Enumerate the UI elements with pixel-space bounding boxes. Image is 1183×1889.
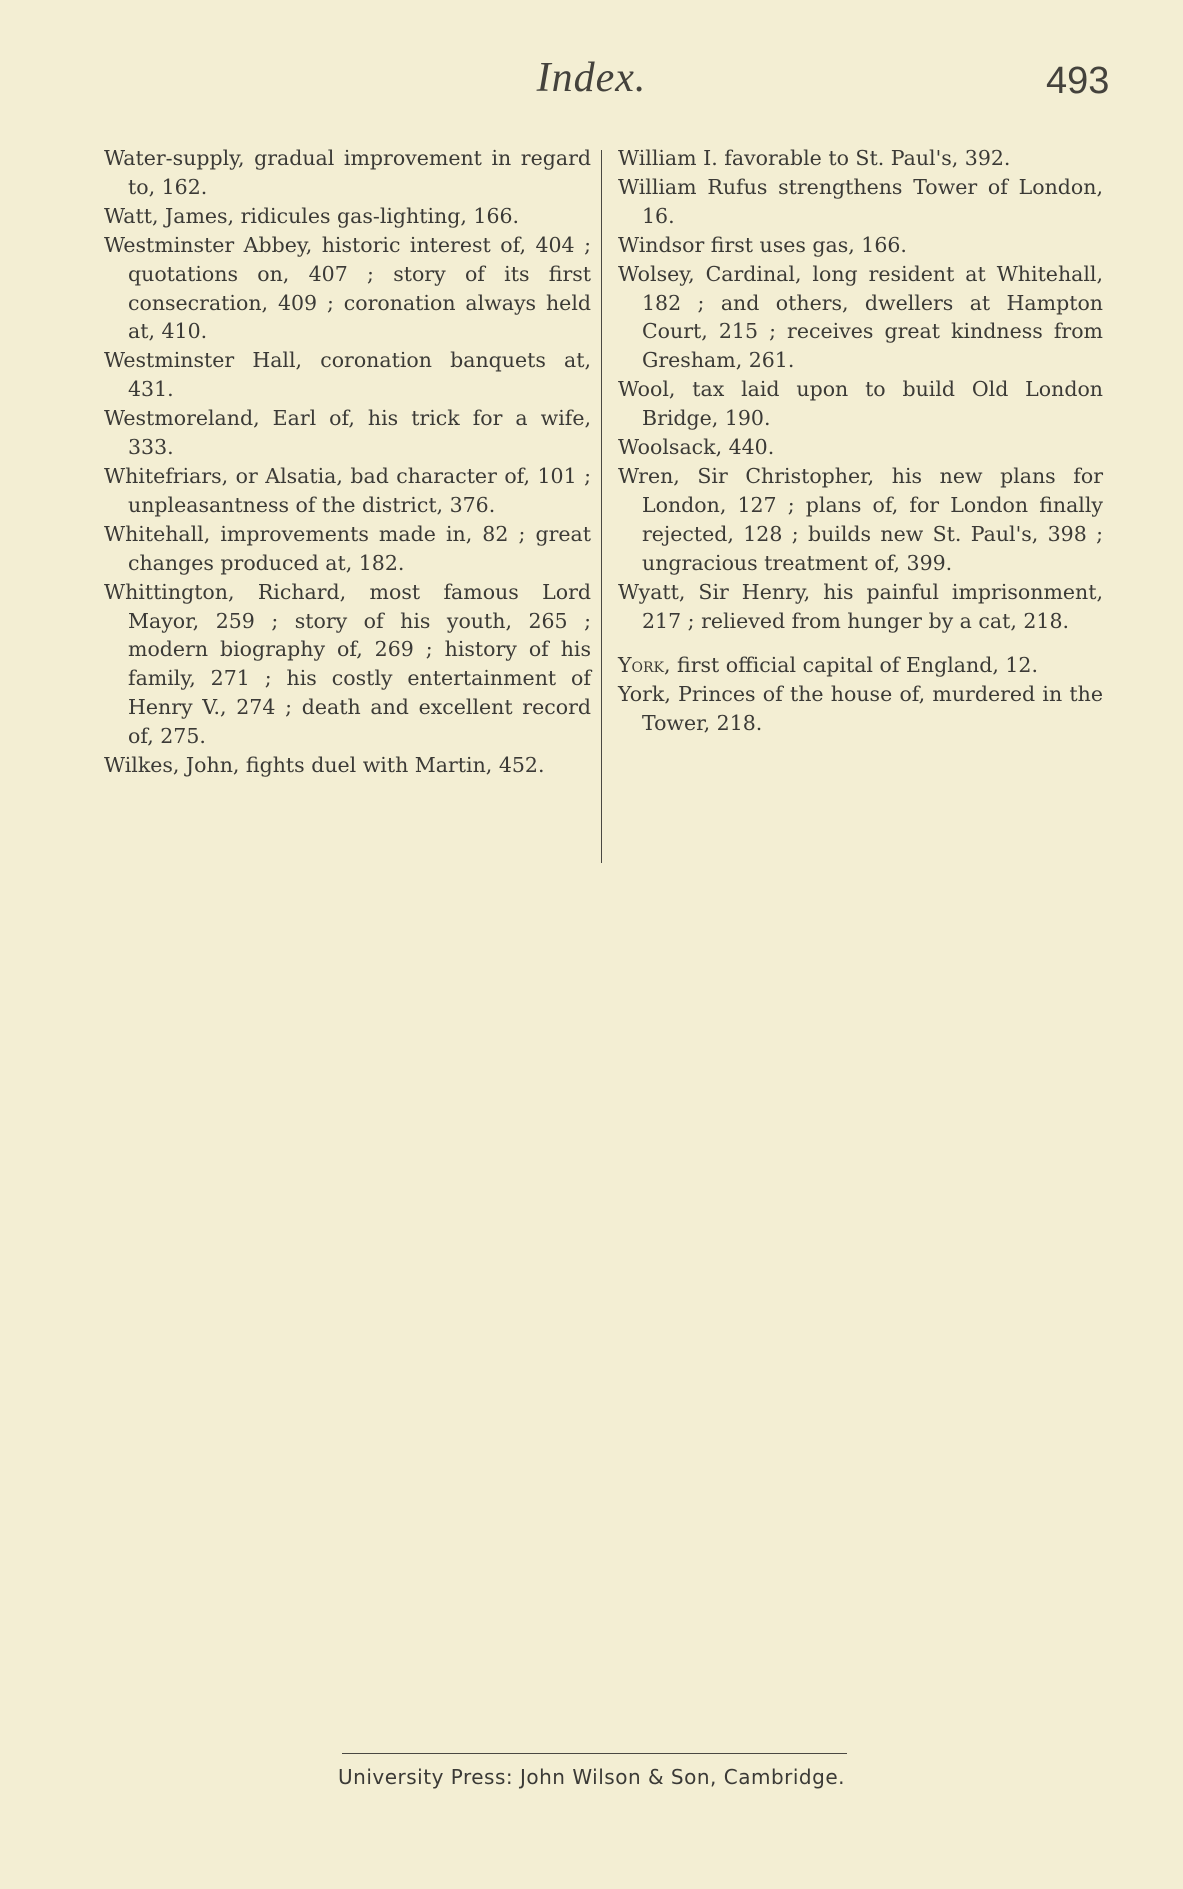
index-entry: Watt, James, ridicules gas-lighting, 166. (104, 203, 520, 228)
index-entry: Wilkes, John, fights duel with Martin, 452. (104, 753, 545, 778)
index-entry-york (618, 651, 1103, 680)
index-entry: William Rufus strengthens Tower of London, 16. (618, 174, 1103, 228)
index-entry: William I. favorable to St. Paul's, 392. (618, 146, 1011, 170)
index-entry: Wolsey, Cardinal, long resident at Whitehall, 182 ; and others, dwellers at Hampton Court, 215 ; receives great kindness from Gresham, 261. (618, 261, 1103, 373)
index-entry: Water-supply, gradual improvement in regard to, 162. (104, 146, 591, 199)
index-entry: York, Princes of the house of, murdered in the Tower, 218. (618, 682, 1103, 736)
section-head: York (618, 653, 665, 678)
index-entry: Whitefriars, or Alsatia, bad character of, 101 ; unpleasantness of the district, 376. (104, 463, 591, 517)
index-entry: Wyatt, Sir Henry, his painful imprisonment, 217 ; relieved from hunger by a cat, 218. (618, 579, 1103, 633)
index-entry: Whittington, Richard, most famous Lord Mayor, 259 ; story of his youth, 265 ; modern biography of, 269 ; history of his family, 271 ; his costly entertainment of Henry V., 274 ; death and excellent record of, 275. (104, 579, 591, 749)
printer-imprint: University Press: John Wilson & Son, Cambridge. (338, 1765, 845, 1789)
index-entry: Westminster Hall, coronation banquets at, 431. (104, 348, 591, 402)
index-entry: Wren, Sir Christopher, his new plans for London, 127 ; plans of, for London finally rejected, 128 ; builds new St. Paul's, 398 ; ungracious treatment of, 399. (618, 463, 1103, 575)
page-number: 493 (1046, 60, 1110, 102)
index-entry: Woolsack, 440. (618, 435, 775, 460)
index-entry: Windsor first uses gas, 166. (618, 232, 907, 257)
column-divider (601, 150, 602, 863)
entry-text: , first official capital of England, 12. (664, 653, 1038, 678)
index-column-left (104, 144, 591, 780)
footer-rule (342, 1753, 847, 1754)
index-entry: Wool, tax laid upon to build Old London Bridge, 190. (618, 377, 1103, 431)
index-entry: Westminster Abbey, historic interest of, 404 ; quotations on, 407 ; story of its first consecration, 409 ; coronation always held at, 410. (104, 232, 591, 344)
index-entry: Whitehall, improvements made in, 82 ; great changes produced at, 182. (104, 521, 591, 575)
running-title: Index. (536, 55, 647, 101)
index-column-right (618, 144, 1103, 738)
index-entry: Westmoreland, Earl of, his trick for a wife, 333. (104, 406, 591, 460)
